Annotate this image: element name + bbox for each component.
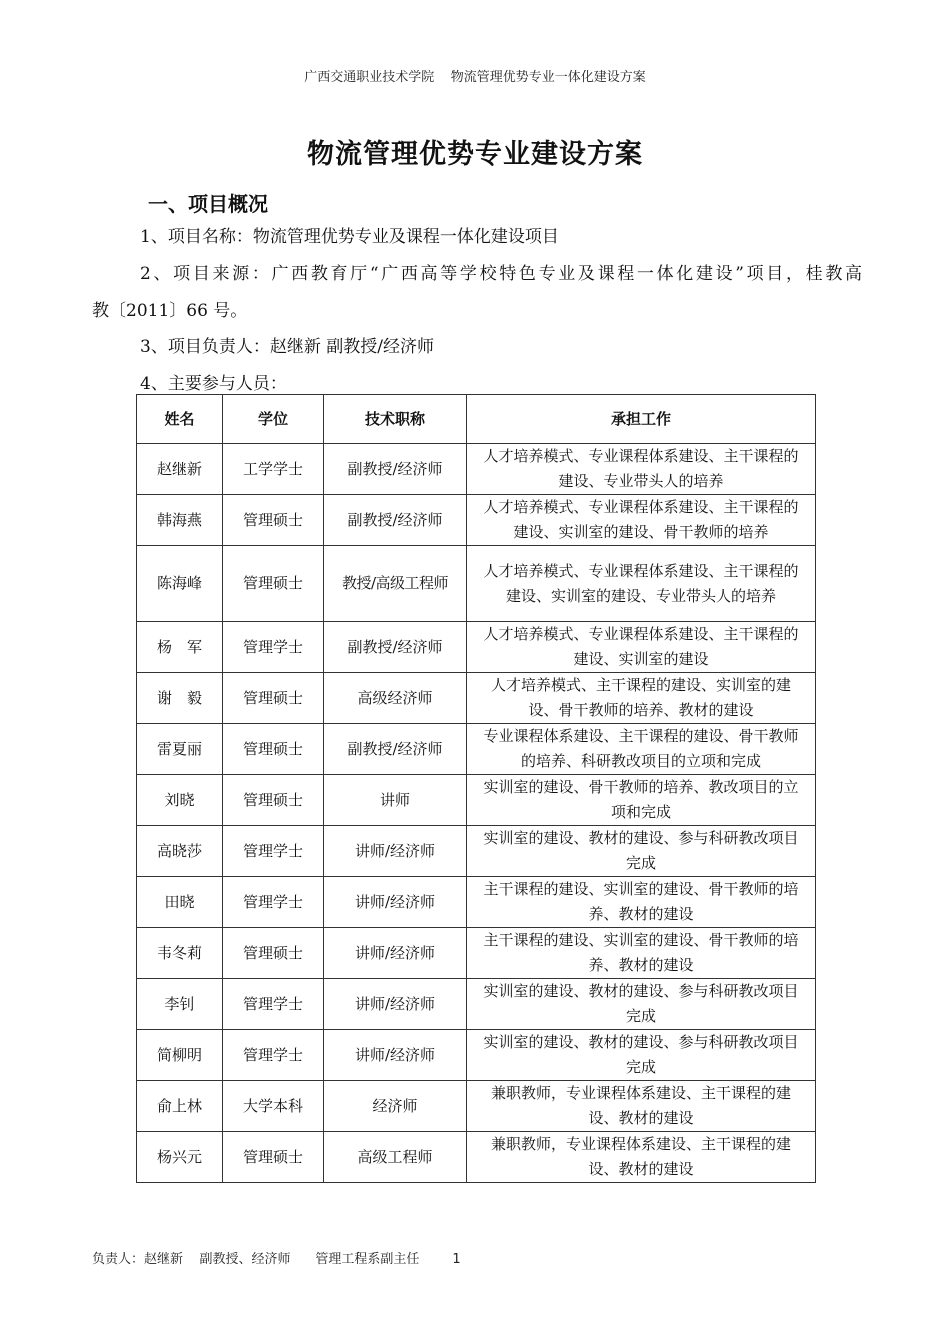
participants-table: [136, 394, 816, 1183]
paragraph-project-leader: 3、项目负责人：赵继新 副教授/经济师: [140, 337, 434, 357]
cell-name: 陈海峰: [137, 546, 223, 622]
paragraph-project-source-line1: 2、项目来源：广西教育厅“广西高等学校特色专业及课程一体化建设”项目，桂教高: [140, 264, 862, 284]
cell-work: 兼职教师，专业课程体系建设、主干课程的建设、教材的建设: [467, 1132, 816, 1183]
cell-degree: 管理硕士: [223, 495, 324, 546]
table-row: [137, 1081, 816, 1132]
cell-degree: 管理硕士: [223, 724, 324, 775]
cell-degree: 管理学士: [223, 1030, 324, 1081]
cell-degree: 管理硕士: [223, 1132, 324, 1183]
cell-degree: 管理硕士: [223, 775, 324, 826]
cell-technical-title: 讲师: [324, 775, 467, 826]
cell-work: 实训室的建设、教材的建设、参与科研教改项目完成: [467, 826, 816, 877]
cell-name: 杨 军: [137, 622, 223, 673]
cell-degree: 管理硕士: [223, 928, 324, 979]
cell-technical-title: 副教授/经济师: [324, 622, 467, 673]
cell-name: 赵继新: [137, 444, 223, 495]
cell-technical-title: 副教授/经济师: [324, 495, 467, 546]
column-header-title: 技术职称: [324, 395, 467, 444]
table-row: [137, 1132, 816, 1183]
cell-name: 杨兴元: [137, 1132, 223, 1183]
table-row: [137, 444, 816, 495]
cell-technical-title: 副教授/经济师: [324, 444, 467, 495]
column-header-work: 承担工作: [467, 395, 816, 444]
table-row: [137, 877, 816, 928]
cell-name: 简柳明: [137, 1030, 223, 1081]
cell-work: 实训室的建设、骨干教师的培养、教改项目的立项和完成: [467, 775, 816, 826]
cell-technical-title: 讲师/经济师: [324, 1030, 467, 1081]
cell-degree: 管理学士: [223, 622, 324, 673]
cell-work: 实训室的建设、教材的建设、参与科研教改项目完成: [467, 979, 816, 1030]
cell-technical-title: 高级工程师: [324, 1132, 467, 1183]
cell-name: 谢 毅: [137, 673, 223, 724]
table-header-row: [137, 395, 816, 444]
table-row: [137, 928, 816, 979]
paragraph-project-name: 1、项目名称：物流管理优势专业及课程一体化建设项目: [140, 227, 559, 247]
table-row: [137, 979, 816, 1030]
cell-name: 俞上林: [137, 1081, 223, 1132]
cell-work: 人才培养模式、专业课程体系建设、主干课程的建设、实训室的建设: [467, 622, 816, 673]
page-footer: 负责人：赵继新 副教授、经济师 管理工程系副主任 1: [92, 1252, 461, 1267]
cell-technical-title: 讲师/经济师: [324, 826, 467, 877]
cell-name: 高晓莎: [137, 826, 223, 877]
cell-degree: 管理学士: [223, 979, 324, 1030]
cell-work: 实训室的建设、教材的建设、参与科研教改项目完成: [467, 1030, 816, 1081]
cell-technical-title: 讲师/经济师: [324, 979, 467, 1030]
cell-name: 李钊: [137, 979, 223, 1030]
cell-work: 主干课程的建设、实训室的建设、骨干教师的培养、教材的建设: [467, 928, 816, 979]
cell-degree: 管理硕士: [223, 673, 324, 724]
column-header-degree: 学位: [223, 395, 324, 444]
table-body: [137, 444, 816, 1183]
cell-technical-title: 讲师/经济师: [324, 877, 467, 928]
cell-work: 人才培养模式、专业课程体系建设、主干课程的建设、专业带头人的培养: [467, 444, 816, 495]
paragraph-project-source-line2: 教〔2011〕66 号。: [92, 301, 248, 321]
cell-technical-title: 经济师: [324, 1081, 467, 1132]
cell-degree: 大学本科: [223, 1081, 324, 1132]
column-header-name: 姓名: [137, 395, 223, 444]
cell-name: 韩海燕: [137, 495, 223, 546]
cell-name: 田晓: [137, 877, 223, 928]
table-row: [137, 495, 816, 546]
section-heading: 一、项目概况: [148, 192, 268, 216]
cell-work: 主干课程的建设、实训室的建设、骨干教师的培养、教材的建设: [467, 877, 816, 928]
table-row: [137, 724, 816, 775]
table-row: [137, 1030, 816, 1081]
table-row: [137, 622, 816, 673]
table-row: [137, 775, 816, 826]
cell-degree: 工学学士: [223, 444, 324, 495]
cell-name: 雷夏丽: [137, 724, 223, 775]
table-row: [137, 546, 816, 622]
cell-technical-title: 教授/高级工程师: [324, 546, 467, 622]
cell-work: 专业课程体系建设、主干课程的建设、骨干教师的培养、科研教改项目的立项和完成: [467, 724, 816, 775]
cell-degree: 管理硕士: [223, 546, 324, 622]
cell-work: 人才培养模式、主干课程的建设、实训室的建设、骨干教师的培养、教材的建设: [467, 673, 816, 724]
paragraph-participants: 4、主要参与人员：: [140, 374, 287, 394]
cell-name: 刘晓: [137, 775, 223, 826]
table-row: [137, 826, 816, 877]
cell-work: 人才培养模式、专业课程体系建设、主干课程的建设、实训室的建设、骨干教师的培养: [467, 495, 816, 546]
cell-name: 韦冬莉: [137, 928, 223, 979]
cell-technical-title: 高级经济师: [324, 673, 467, 724]
running-header: 广西交通职业技术学院 物流管理优势专业一体化建设方案: [304, 70, 646, 85]
cell-degree: 管理学士: [223, 826, 324, 877]
paragraph-project-source: [92, 256, 862, 330]
table-row: [137, 673, 816, 724]
cell-work: 兼职教师，专业课程体系建设、主干课程的建设、教材的建设: [467, 1081, 816, 1132]
document-title: 物流管理优势专业建设方案: [307, 139, 643, 170]
cell-technical-title: 副教授/经济师: [324, 724, 467, 775]
cell-work: 人才培养模式、专业课程体系建设、主干课程的建设、实训室的建设、专业带头人的培养: [467, 546, 816, 622]
cell-technical-title: 讲师/经济师: [324, 928, 467, 979]
cell-degree: 管理学士: [223, 877, 324, 928]
